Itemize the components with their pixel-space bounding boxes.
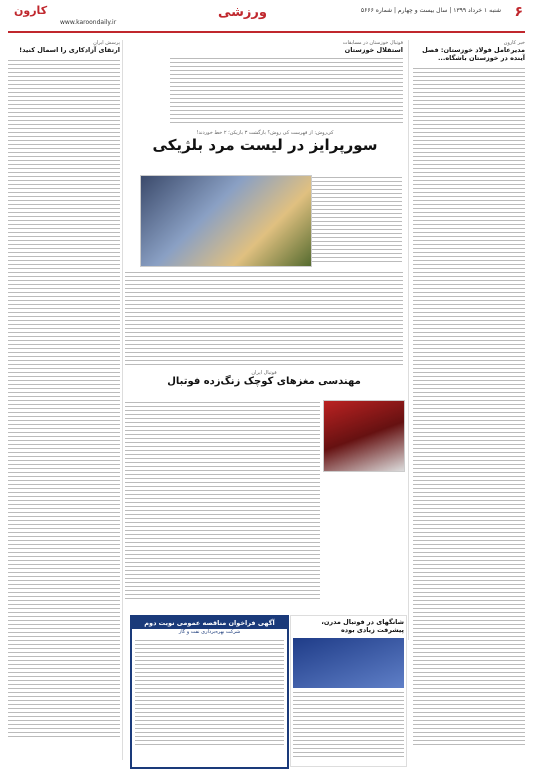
bottom-box-text — [293, 690, 404, 760]
lower-story — [125, 370, 403, 388]
team-photo — [140, 175, 312, 267]
section-title: ورزشی — [218, 5, 267, 20]
main-headline: سورپرایز در لیست مرد بلژیکی — [152, 136, 378, 154]
lower-kicker: فوتبال ایران — [251, 370, 277, 376]
left-column — [8, 40, 120, 770]
top-center-headline: استقلال خوزستان — [344, 46, 403, 54]
page-number: ۶ — [514, 4, 523, 20]
player-photo — [323, 400, 405, 472]
ad-text — [135, 638, 284, 748]
top-center-story — [170, 40, 403, 135]
main-story-text — [125, 270, 403, 365]
bottom-box — [290, 615, 407, 767]
bottom-box-headline: شانگهای در فوتبال مدرن، پیشرفت زیادی بوده — [321, 618, 404, 634]
header-rule — [8, 31, 525, 33]
main-story — [125, 130, 405, 154]
ad-box — [130, 615, 289, 769]
website: www.karoondaily.ir — [60, 19, 117, 26]
right-kicker: خبر کارون — [503, 40, 525, 46]
column-divider — [408, 40, 409, 640]
main-kicker: کی‌روش: از فهرست کی روش؟ بازگشت ۳ بازیکن؛ ۲ خط خوردند! — [196, 130, 334, 136]
ad-subtitle: شرکت بهره‌برداری نفت و گاز — [178, 629, 241, 635]
column-divider-left — [122, 40, 123, 760]
bottom-box-photo — [293, 638, 404, 688]
top-center-text — [170, 56, 403, 126]
lower-story-text — [125, 400, 320, 600]
top-center-kicker: فوتبال خوزستان در مسابقات — [342, 40, 403, 46]
left-headline: ارتقای آزادکاری را اسمال کنید! — [19, 46, 120, 54]
lower-headline: مهندسی مغزهای کوچک زنگ‌زده فوتبال — [167, 376, 361, 387]
date-line: شنبه ۱ خرداد ۱۳۹۹ | سال بیست و چهارم | شماره ۵۶۶۶ — [360, 7, 501, 14]
logo: کارون — [14, 4, 48, 17]
left-column-text — [8, 58, 120, 738]
main-story-text-right — [312, 175, 402, 265]
left-kicker: پرسش ایران — [93, 40, 120, 46]
right-column-text — [413, 66, 525, 746]
ad-title: آگهی فراخوان مناقصه عمومی نوبت دوم — [132, 617, 287, 629]
right-headline: مدیرعامل فولاد خوزستان: فصل آینده در خوزستان باشگاه... — [422, 46, 525, 62]
page-header — [0, 0, 533, 34]
right-column — [413, 40, 525, 770]
